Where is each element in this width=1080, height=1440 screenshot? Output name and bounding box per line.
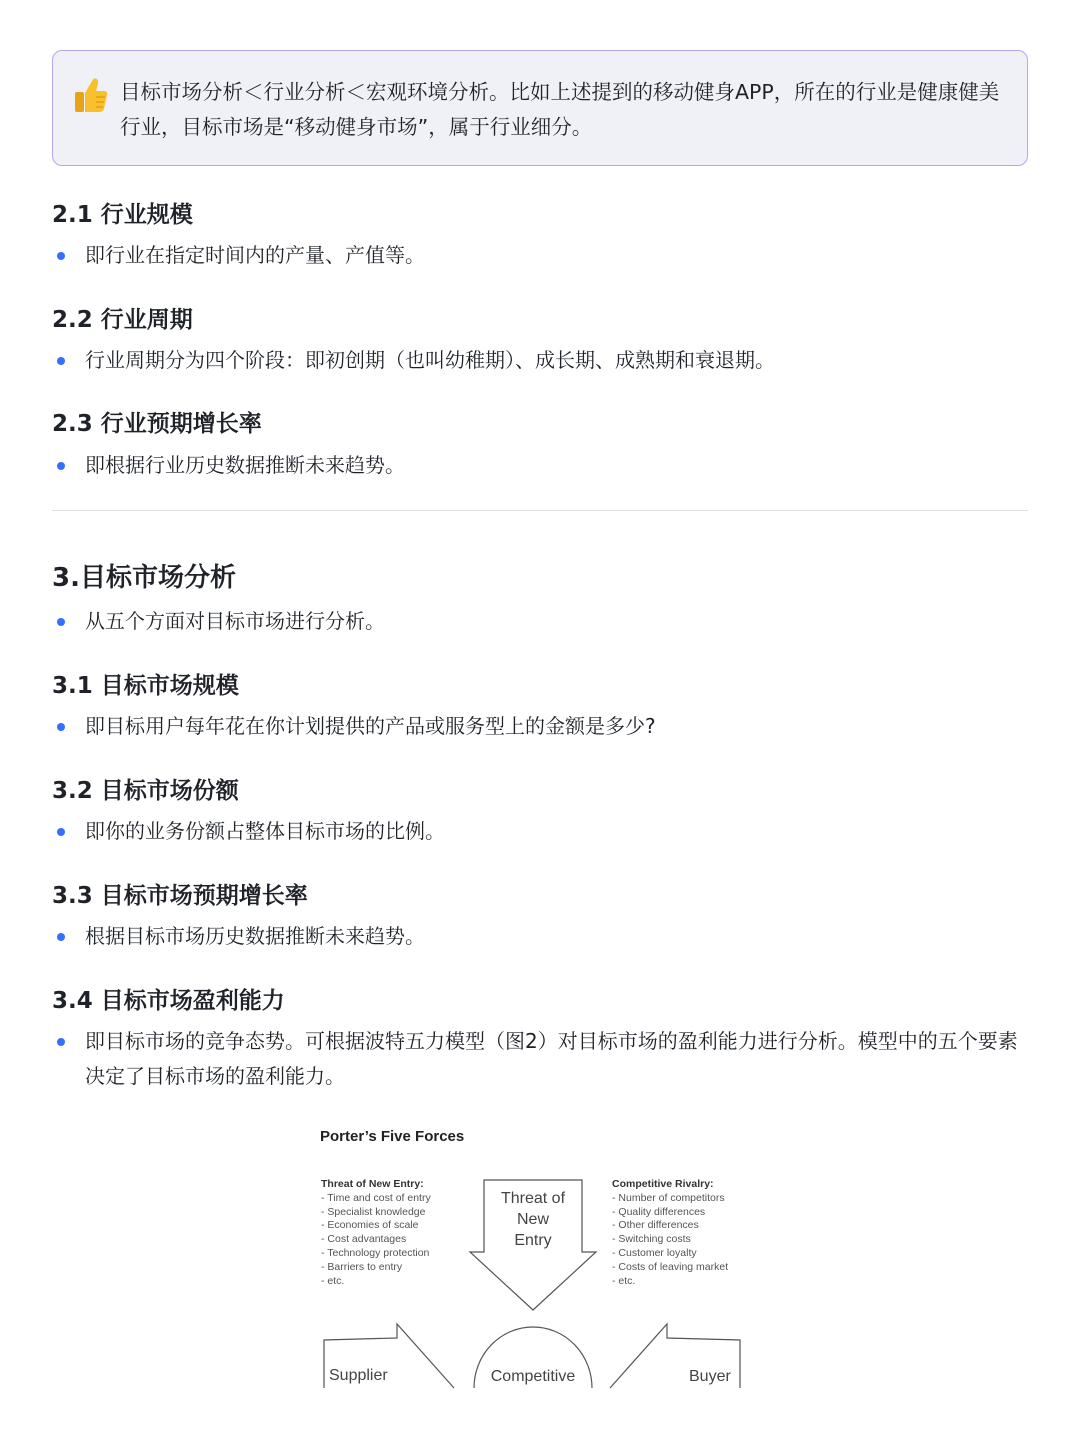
list-item-text: 从五个方面对目标市场进行分析。 — [85, 609, 385, 633]
tip-callout — [52, 50, 1028, 166]
list-item: - Technology protection — [321, 1246, 430, 1259]
list-item: - Customer loyalty — [612, 1246, 697, 1259]
bullet-dot — [57, 462, 65, 470]
list-item-text: 即根据行业历史数据推断未来趋势。 — [85, 453, 405, 477]
porters-five-forces-figure — [312, 1120, 752, 1390]
list-item: - Barriers to entry — [321, 1260, 403, 1273]
list-item-text: 即目标市场的竞争态势。可根据波特五力模型（图2）对目标市场的盈利能力进行分析。模型中的五个要素决定了目标市场的盈利能力。 — [85, 1029, 1018, 1088]
heading-3-3: 3.3 目标市场预期增长率 — [52, 883, 308, 909]
heading-3-1: 3.1 目标市场规模 — [52, 673, 239, 699]
arrow-label-line: Entry — [514, 1232, 552, 1249]
new-entry-factors — [321, 1178, 431, 1288]
rivalry-heading: Competitive Rivalry: — [612, 1178, 714, 1190]
list-item-text: 即目标用户每年花在你计划提供的产品或服务型上的金额是多少? — [85, 714, 656, 738]
supplier-label: Supplier — [329, 1367, 388, 1384]
rivalry-factors — [612, 1178, 728, 1288]
list-item: - Costs of leaving market — [612, 1260, 729, 1273]
list-item: - Number of competitors — [612, 1191, 725, 1204]
list-item: - Cost advantages — [321, 1233, 407, 1246]
list-item-text: 即行业在指定时间内的产量、产值等。 — [85, 243, 425, 267]
heading-2-3: 2.3 行业预期增长率 — [52, 411, 262, 437]
list-item: - Specialist knowledge — [321, 1205, 426, 1218]
list-item: - Quality differences — [612, 1205, 706, 1218]
list-item: - etc. — [321, 1274, 345, 1287]
list-item: - Economies of scale — [321, 1219, 419, 1232]
heading-3-2: 3.2 目标市场份额 — [52, 778, 239, 804]
thumbs-up-icon — [73, 75, 109, 115]
bullet-dot — [57, 933, 65, 941]
heading-3-4: 3.4 目标市场盈利能力 — [52, 988, 285, 1014]
list-item: - etc. — [612, 1274, 636, 1287]
buyer-label: Buyer — [689, 1368, 731, 1385]
bullet-dot — [57, 357, 65, 365]
heading-3: 3.目标市场分析 — [52, 563, 236, 593]
bullet-dot — [57, 723, 65, 731]
list-item-text: 即你的业务份额占整体目标市场的比例。 — [85, 819, 445, 843]
list-item-text: 行业周期分为四个阶段：即初创期（也叫幼稚期）、成长期、成熟期和衰退期。 — [85, 348, 775, 372]
bullet-dot — [57, 618, 65, 626]
new-entry-arrow-label — [484, 1188, 582, 1251]
new-entry-heading: Threat of New Entry: — [321, 1178, 424, 1190]
heading-2-1: 2.1 行业规模 — [52, 202, 193, 228]
list-item: - Other differences — [612, 1219, 699, 1232]
heading-2-2: 2.2 行业周期 — [52, 307, 193, 333]
list-item: - Switching costs — [612, 1233, 691, 1246]
bullet-dot — [57, 1038, 65, 1046]
arrow-label-line: Threat of — [500, 1190, 566, 1207]
section-divider — [52, 510, 1028, 511]
bullet-dot — [57, 828, 65, 836]
arrow-label-line: New — [516, 1211, 549, 1228]
callout-text: 目标市场分析＜行业分析＜宏观环境分析。比如上述提到的移动健身APP，所在的行业是健康健美行业，目标市场是“移动健身市场”，属于行业细分。 — [120, 80, 1000, 139]
list-item: - Time and cost of entry — [321, 1191, 431, 1204]
list-item-text: 根据目标市场历史数据推断未来趋势。 — [85, 924, 425, 948]
bullet-dot — [57, 252, 65, 260]
competitive-label: Competitive — [490, 1368, 576, 1385]
figure-title: Porter’s Five Forces — [320, 1128, 465, 1145]
